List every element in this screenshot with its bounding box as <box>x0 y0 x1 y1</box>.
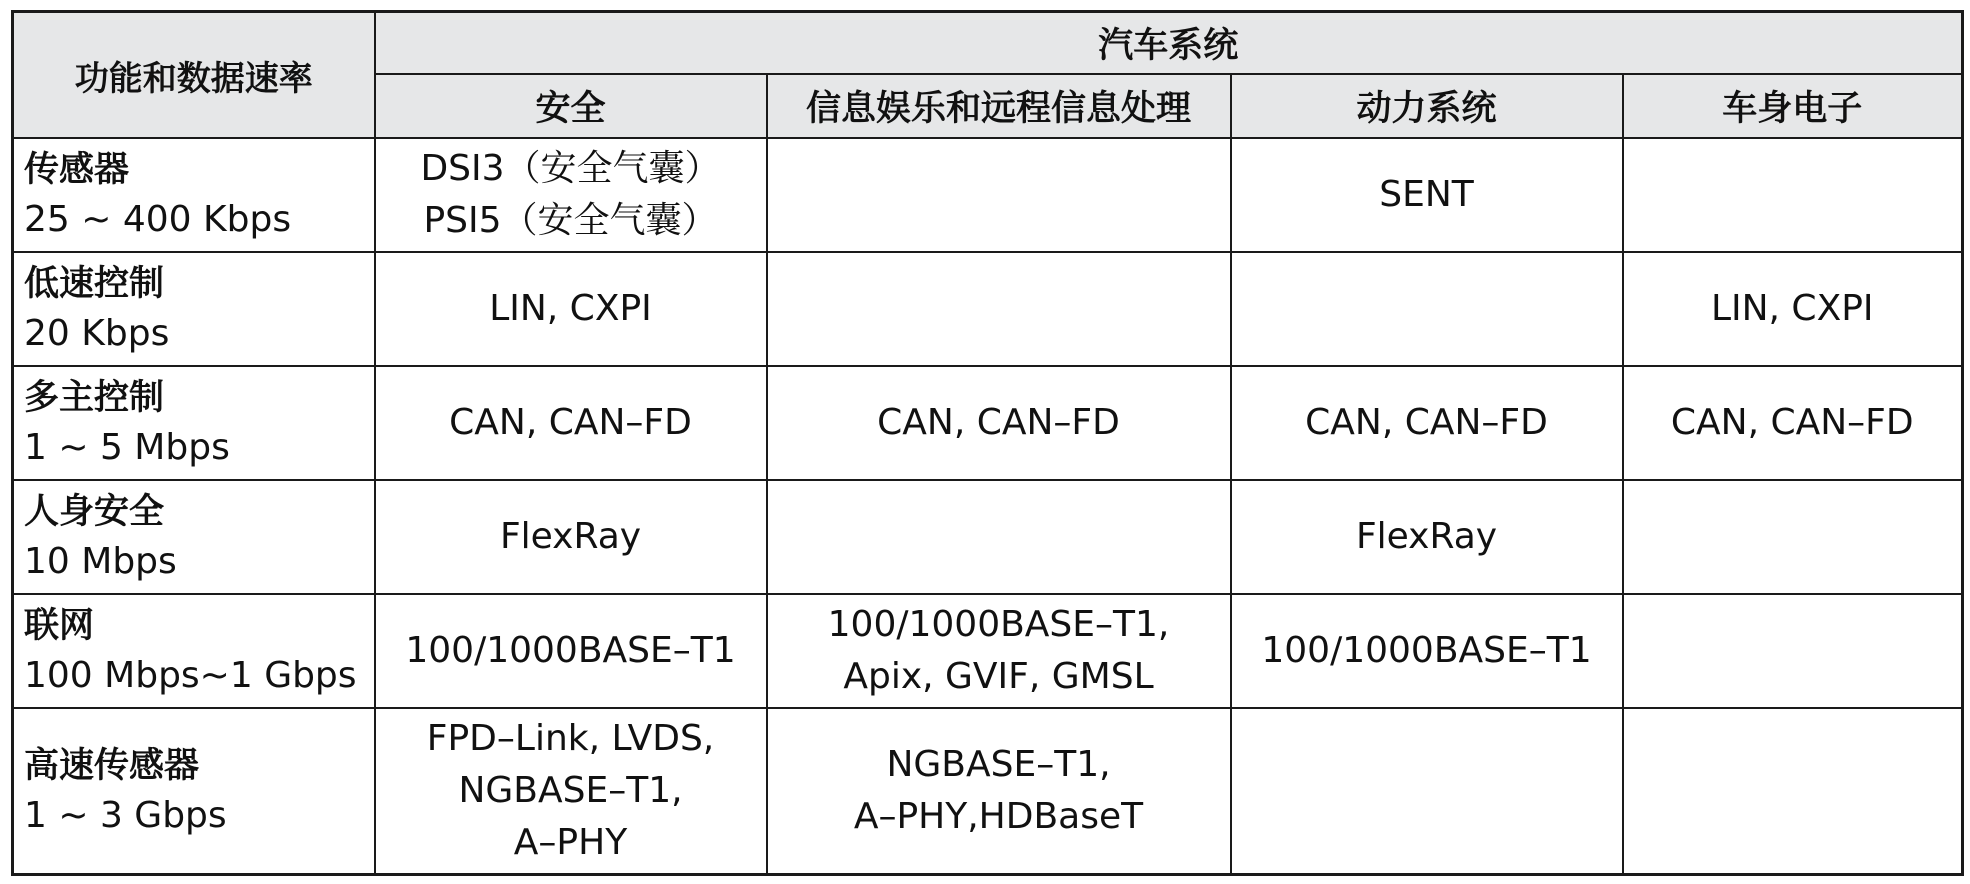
table-cell <box>767 594 1231 708</box>
table-container <box>11 10 1961 876</box>
table-cell <box>375 366 767 480</box>
protocol-text: NGBASE–T1, <box>886 744 1111 785</box>
column-header-infotainment: 信息娱乐和远程信息处理 <box>767 74 1231 138</box>
protocol-text: LIN, CXPI <box>1710 288 1874 329</box>
protocol-text: LIN, CXPI <box>489 288 652 329</box>
function-name: 联网 <box>24 606 95 646</box>
table-cell <box>1623 366 1963 480</box>
table-row <box>13 594 1963 708</box>
row-header <box>13 594 375 708</box>
protocol-text: FPD–Link, LVDS, <box>426 718 715 759</box>
protocol-text: CAN, CAN–FD <box>1670 402 1914 443</box>
group-header: 汽车系统 <box>375 12 1963 75</box>
table-cell <box>767 366 1231 480</box>
table-cell <box>1231 138 1623 252</box>
row-header <box>13 252 375 366</box>
function-name: 多主控制 <box>24 378 165 418</box>
protocol-text: A–PHY,HDBaseT <box>853 796 1144 837</box>
table-cell <box>375 594 767 708</box>
protocol-text: CAN, CAN–FD <box>1305 402 1548 443</box>
function-name: 高速传感器 <box>24 746 200 786</box>
table-cell <box>375 480 767 594</box>
automotive-network-table <box>11 10 1964 876</box>
table-cell <box>1623 708 1963 875</box>
protocol-text: 100/1000BASE–T1, <box>827 604 1170 645</box>
function-name: 人身安全 <box>24 492 165 532</box>
function-name: 传感器 <box>24 150 130 190</box>
corner-header: 功能和数据速率 <box>13 12 375 139</box>
protocol-text: FlexRay <box>1355 516 1498 557</box>
column-header-powertrain: 动力系统 <box>1231 74 1623 138</box>
protocol-text: CAN, CAN–FD <box>877 402 1120 443</box>
row-header <box>13 366 375 480</box>
row-header <box>13 480 375 594</box>
protocol-text: 100/1000BASE–T1 <box>1261 630 1592 671</box>
table-cell <box>767 480 1231 594</box>
table-cell <box>1623 252 1963 366</box>
row-header <box>13 708 375 875</box>
protocol-text: A–PHY <box>513 822 628 863</box>
table-cell <box>767 138 1231 252</box>
table-cell <box>1623 594 1963 708</box>
protocol-text: CAN, CAN–FD <box>449 402 692 443</box>
table-row <box>13 480 1963 594</box>
data-rate: 1 ~ 3 Gbps <box>24 795 227 836</box>
data-rate: 20 Kbps <box>24 313 170 354</box>
protocol-text: SENT <box>1379 174 1474 215</box>
table-row <box>13 138 1963 252</box>
table-cell <box>375 138 767 252</box>
data-rate: 100 Mbps~1 Gbps <box>24 655 357 696</box>
table-cell <box>1231 708 1623 875</box>
table-cell <box>767 708 1231 875</box>
table-cell <box>375 708 767 875</box>
table-cell <box>1623 138 1963 252</box>
table-cell <box>1231 366 1623 480</box>
data-rate: 1 ~ 5 Mbps <box>24 427 230 468</box>
table-cell <box>375 252 767 366</box>
table-cell <box>1231 480 1623 594</box>
protocol-text: Apix, GVIF, GMSL <box>843 656 1154 697</box>
table-row <box>13 252 1963 366</box>
table-row <box>13 708 1963 875</box>
protocol-text: NGBASE–T1, <box>458 770 683 811</box>
column-header-body-electronics: 车身电子 <box>1623 74 1963 138</box>
data-rate: 25 ~ 400 Kbps <box>24 199 292 240</box>
row-header <box>13 138 375 252</box>
function-name: 低速控制 <box>24 264 165 304</box>
protocol-text: DSI3（安全气囊） <box>420 148 721 189</box>
protocol-text: PSI5（安全气囊） <box>423 200 718 241</box>
table-cell <box>1231 252 1623 366</box>
table-cell <box>1623 480 1963 594</box>
data-rate: 10 Mbps <box>24 541 177 582</box>
table-cell <box>1231 594 1623 708</box>
protocol-text: 100/1000BASE–T1 <box>405 630 736 671</box>
table-row <box>13 366 1963 480</box>
protocol-text: FlexRay <box>499 516 642 557</box>
table-cell <box>767 252 1231 366</box>
column-header-safety: 安全 <box>375 74 767 138</box>
